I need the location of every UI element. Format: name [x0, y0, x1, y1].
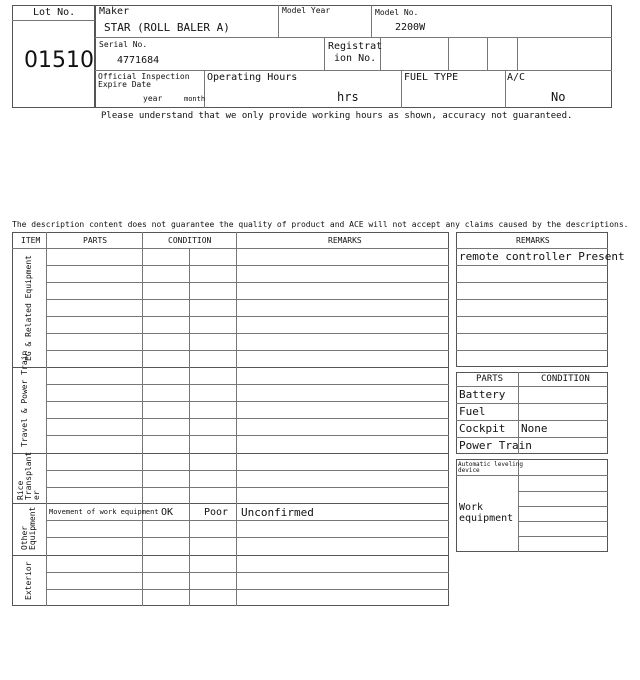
year-label: year: [143, 94, 163, 103]
description-disclaimer: The description content does not guarantee the quality of product and ACE will not accept any claims caused by the descriptions.: [12, 220, 629, 229]
ac-label: A/C: [507, 72, 526, 83]
section-travel-label: Travel & Power Train: [20, 350, 29, 447]
section-rice-label-2: Transplant: [24, 451, 33, 500]
maker-label: Maker: [99, 6, 130, 17]
month-label: month: [184, 95, 206, 103]
hours-disclaimer: Please understand that we only provide working hours as shown, accuracy not guaranteed.: [101, 111, 573, 121]
auto-leveling-label-1: Automatic leveling: [458, 461, 524, 468]
section-other-label-2: Equipment: [28, 506, 37, 550]
condition-ok: OK: [161, 507, 174, 518]
lot-no-value: 01510: [24, 48, 94, 73]
parts-table-parts-header: PARTS: [476, 374, 504, 384]
model-year-label: Model Year: [282, 6, 331, 15]
movement-part-label: Movement of work equipment: [49, 508, 159, 516]
serial-label: Serial No.: [99, 40, 148, 49]
registration-label-line1: Registrat: [328, 41, 383, 52]
section-other-label-1: Other: [20, 525, 29, 550]
part-cockpit-condition: None: [521, 422, 548, 435]
maker-value: STAR (ROLL BALER A): [104, 21, 230, 34]
auto-leveling-label-2: device: [458, 467, 480, 474]
section-rice-label-1: Rice: [16, 480, 25, 500]
part-fuel: Fuel: [459, 405, 486, 418]
right-remarks-header: REMARKS: [516, 236, 550, 245]
item-header: ITEM: [21, 236, 41, 245]
part-power-train: Power Train: [459, 439, 532, 452]
lot-no-label: Lot No.: [33, 7, 76, 18]
operating-hours-label: Operating Hours: [207, 72, 298, 83]
condition-poor: Poor: [204, 507, 229, 518]
section-exterior-label: Exterior: [24, 561, 33, 600]
remarks-header: REMARKS: [328, 236, 362, 245]
part-battery: Battery: [459, 388, 506, 401]
movement-remark: Unconfirmed: [241, 506, 314, 519]
work-equipment-label-1: Work: [459, 502, 484, 513]
model-no-label: Model No.: [375, 8, 419, 17]
registration-label-line2: ion No.: [334, 53, 377, 64]
parts-table-condition-header: CONDITION: [541, 374, 590, 384]
inspection-label-line2: Expire Date: [98, 80, 151, 89]
serial-value: 4771684: [117, 55, 160, 66]
part-cockpit: Cockpit: [459, 422, 506, 435]
right-remarks-first: remote controller Present: [459, 250, 625, 263]
hours-unit: hrs: [337, 90, 359, 104]
inspection-label-line1: Official Inspection: [98, 72, 190, 81]
parts-header: PARTS: [83, 236, 108, 245]
condition-header: CONDITION: [168, 236, 212, 245]
work-equipment-label-2: equipment: [459, 513, 514, 524]
model-no-value: 2200W: [395, 22, 426, 33]
fuel-type-label: FUEL TYPE: [404, 72, 459, 83]
ac-value: No: [551, 90, 566, 104]
section-eg-label: EG & Related Equipment: [24, 255, 33, 361]
section-rice-label-3: er: [32, 490, 41, 500]
